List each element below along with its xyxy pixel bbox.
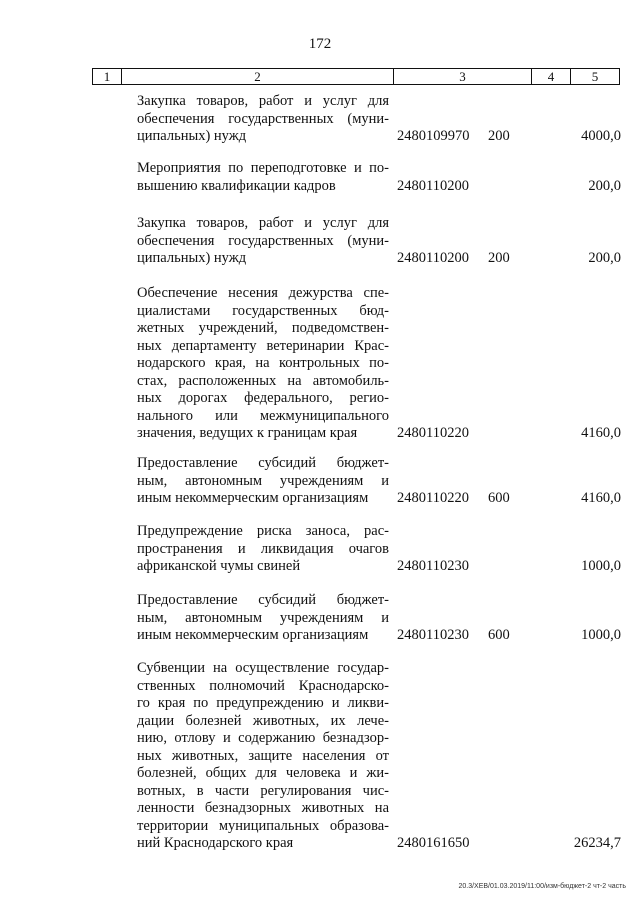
- page-number: 172: [308, 36, 332, 52]
- row-description-line: болезней, общих для человека и жи-: [137, 765, 389, 781]
- row-code: 2480161650: [397, 835, 470, 851]
- row-amount: 26234,7: [573, 835, 621, 851]
- header-col-3: 3: [393, 69, 531, 84]
- row-amount: 4160,0: [581, 490, 621, 506]
- row-description: [137, 285, 389, 443]
- row-description-line: ципальных) нужд: [137, 250, 247, 266]
- row-code: 2480110200: [397, 250, 469, 266]
- row-description-line: Предупреждение риска заноса, рас-: [137, 523, 389, 539]
- row-expense-type: 200: [488, 250, 510, 266]
- row-description-line: нального или межмуниципального: [137, 407, 389, 424]
- row-description-line: ных департаменту ветеринарии Крас-: [137, 337, 389, 354]
- row-code: 2480110230: [397, 627, 469, 643]
- row-amount: 200,0: [588, 250, 621, 266]
- row-description-line: значения, ведущих к границам края: [137, 425, 358, 441]
- row-description-line: циалистами государственных бюд-: [137, 302, 389, 319]
- row-description-line: Предоставление субсидий бюджет-: [137, 455, 389, 471]
- row-description-line: нию, отлову и содержанию безнадзор-: [137, 730, 389, 746]
- row-description-line: Субвенции на осуществление государ-: [137, 660, 389, 676]
- row-description-line: иным некоммерческим организациям: [137, 490, 369, 506]
- row-description-line: ных животных, защите населения от: [137, 747, 389, 764]
- row-description-line: ственных полномочий Краснодарско-: [137, 677, 389, 694]
- table-header: [92, 68, 620, 85]
- row-code: 2480109970: [397, 128, 470, 144]
- row-description-line: ципальных) нужд: [137, 128, 247, 144]
- header-col-4: 4: [531, 69, 570, 84]
- header-col-5: 5: [570, 69, 619, 84]
- row-description-line: обеспечения государственных (муни-: [137, 110, 389, 127]
- row-description-line: пространения и ликвидация очагов: [137, 540, 389, 557]
- row-description-line: ных дорогах федерального, регио-: [137, 390, 389, 406]
- row-expense-type: 200: [488, 128, 510, 144]
- row-description-line: вышению квалификации кадров: [137, 177, 336, 194]
- row-description-line: Закупка товаров, работ и услуг для: [137, 215, 389, 231]
- row-description-line: ным, автономным учреждениям и: [137, 472, 389, 489]
- header-col-1: 1: [103, 69, 111, 84]
- row-description-line: территории муниципальных образова-: [137, 817, 389, 834]
- row-code: 2480110220: [397, 490, 469, 506]
- row-description: [137, 215, 389, 268]
- row-amount: 1000,0: [581, 558, 621, 574]
- row-description: [137, 523, 389, 576]
- row-amount: 4160,0: [581, 425, 621, 441]
- row-description-line: Закупка товаров, работ и услуг для: [137, 93, 389, 109]
- row-expense-type: 600: [488, 627, 510, 643]
- row-description: [137, 455, 389, 508]
- header-col-2: 2: [121, 69, 393, 84]
- row-code: 2480110200: [397, 177, 469, 194]
- row-code: 2480110230: [397, 558, 469, 574]
- row-description: [137, 660, 389, 853]
- row-description-line: го края по предупреждению и ликви-: [137, 695, 389, 711]
- row-description-line: Обеспечение несения дежурства спе-: [137, 285, 389, 301]
- row-amount: 4000,0: [581, 128, 621, 144]
- row-code: 2480110220: [397, 425, 469, 441]
- row-amount: 1000,0: [581, 627, 621, 643]
- document-footer: 20.3/ХЕВ/01.03.2019/11:00/изм-бюджет-2 чт-2 часть: [458, 883, 626, 890]
- row-description-line: нодарского края, на контрольных по-: [137, 355, 389, 371]
- row-description-line: Мероприятия по переподготовке и по-: [137, 160, 389, 176]
- row-description-line: иным некоммерческим организациям: [137, 627, 369, 643]
- row-description-line: стах, расположенных на автомобиль-: [137, 372, 389, 389]
- row-description: [137, 160, 389, 195]
- row-description-line: Предоставление субсидий бюджет-: [137, 592, 389, 608]
- row-description-line: вотных, в части регулирования чис-: [137, 782, 389, 799]
- row-description-line: обеспечения государственных (муни-: [137, 232, 389, 249]
- row-description-line: африканской чумы свиней: [137, 558, 301, 574]
- row-expense-type: 600: [488, 490, 510, 506]
- row-description: [137, 592, 389, 645]
- row-description: [137, 93, 389, 146]
- row-description-line: ний Краснодарского края: [137, 835, 294, 851]
- row-description-line: ленности безнадзорных животных на: [137, 800, 389, 816]
- row-description-line: ным, автономным учреждениям и: [137, 609, 389, 626]
- row-description-line: жетных учреждений, подведомствен-: [137, 320, 389, 336]
- row-amount: 200,0: [588, 177, 621, 194]
- row-description-line: дации болезней животных, их лече-: [137, 712, 389, 729]
